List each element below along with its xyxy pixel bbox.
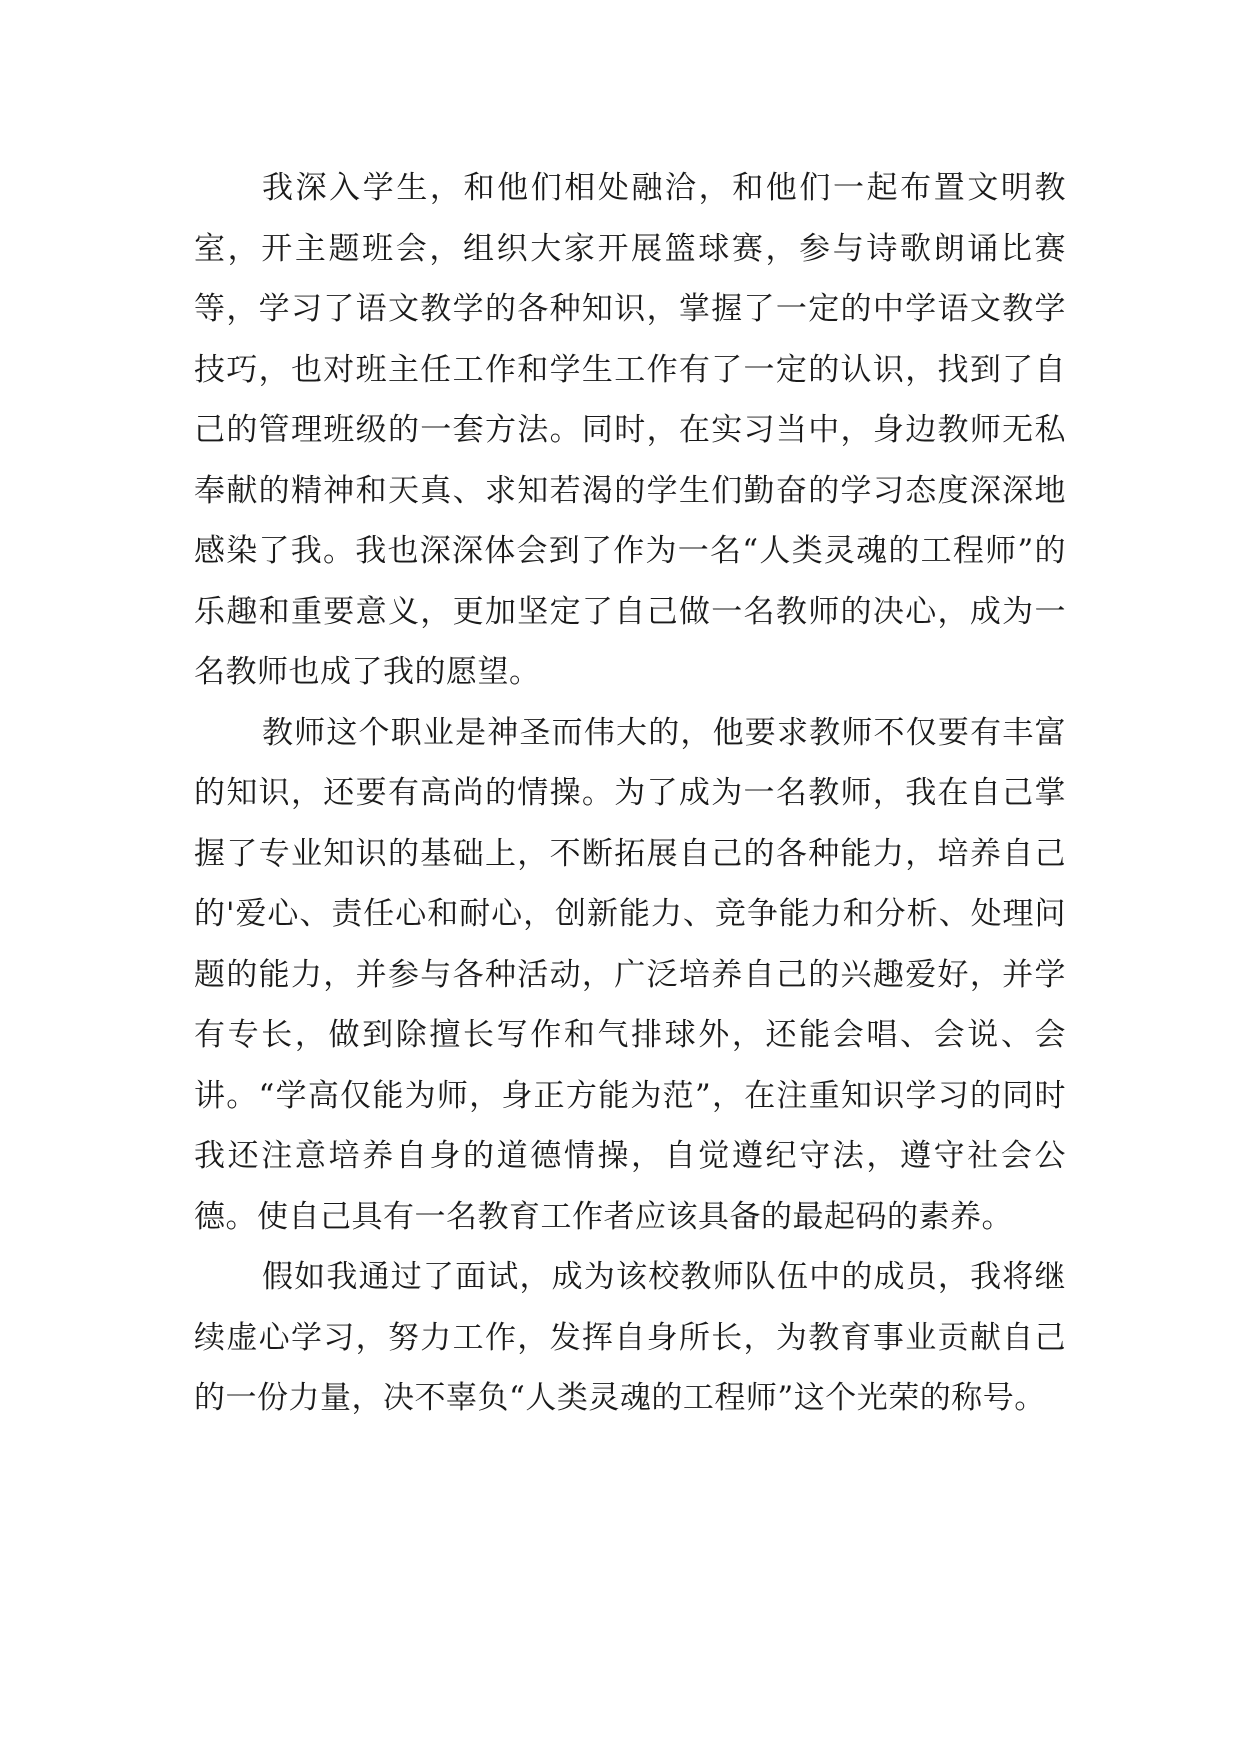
paragraph-3: 假如我通过了面试，成为该校教师队伍中的成员，我将继续虚心学习，努力工作，发挥自身所长，为教育事业贡献自己的一份力量，决不辜负“人类灵魂的工程师”这个光荣的称号。 — [194, 1259, 1066, 1416]
paragraph-1: 我深入学生，和他们相处融洽，和他们一起布置文明教室，开主题班会，组织大家开展篮球赛，参与诗歌朗诵比赛等，学习了语文教学的各种知识，掌握了一定的中学语文教学技巧，也对班主任工作和学生工作有了一定的认识，找到了自己的管理班级的一套方法。同时，在实习当中，身边教师无私奉献的精神和天真、求知若渴的学生们勤奋的学习态度深深地感染了我。我也深深体会到了作为一名“人类灵魂的工程师”的乐趣和重要意义，更加坚定了自己做一名教师的决心，成为一名教师也成了我的愿望。 — [194, 170, 1066, 690]
paragraph-2: 教师这个职业是神圣而伟大的，他要求教师不仅要有丰富的知识，还要有高尚的情操。为了成为一名教师，我在自己掌握了专业知识的基础上，不断拓展自己的各种能力，培养自己的'爱心、责任心和耐心，创新能力、竞争能力和分析、处理问题的能力，并参与各种活动，广泛培养自己的兴趣爱好，并学有专长，做到除擅长写作和气排球外，还能会唱、会说、会讲。“学高仅能为师，身正方能为范”，在注重知识学习的同时我还注意培养自身的道德情操，自觉遵纪守法，遵守社会公德。使自己具有一名教育工作者应该具备的最起码的素养。 — [194, 714, 1066, 1235]
document-body — [194, 158, 1066, 1429]
